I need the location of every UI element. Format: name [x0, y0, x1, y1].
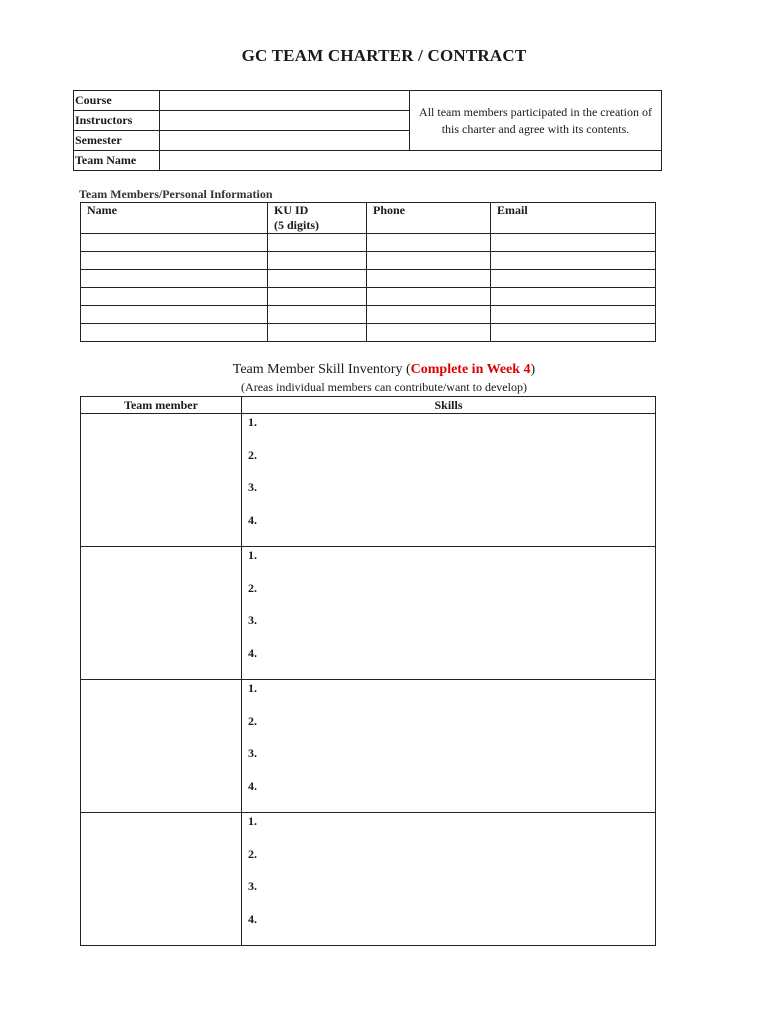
skill-item-number: 1.: [248, 548, 257, 562]
skill-row: [81, 547, 656, 680]
name-header: Name: [81, 203, 268, 234]
course-info-table: [73, 90, 662, 171]
member-email-cell[interactable]: [491, 252, 656, 270]
member-row: [81, 306, 656, 324]
member-name-cell[interactable]: [81, 324, 268, 342]
skill-item-number: 4.: [248, 645, 257, 660]
member-phone-cell[interactable]: [367, 324, 491, 342]
member-phone-cell[interactable]: [367, 270, 491, 288]
member-row: [81, 324, 656, 342]
skill-item-number: 2.: [248, 580, 257, 595]
team-name-field[interactable]: [160, 151, 662, 171]
skill-item-number: 4.: [248, 778, 257, 793]
skills-table: [80, 396, 656, 946]
member-name-cell[interactable]: [81, 234, 268, 252]
skill-item-number: 1.: [248, 681, 257, 695]
member-phone-cell[interactable]: [367, 234, 491, 252]
skill-item-number: 2.: [248, 713, 257, 728]
member-row: [81, 288, 656, 306]
skill-heading-suffix: ): [530, 362, 536, 377]
ku-id-header: [268, 203, 367, 234]
ku-id-header-line2: (5 digits): [274, 218, 319, 232]
member-ku-id-cell[interactable]: [268, 252, 367, 270]
skills-cell[interactable]: [242, 680, 656, 813]
member-name-cell[interactable]: [81, 252, 268, 270]
team-member-cell[interactable]: [81, 414, 242, 547]
member-phone-cell[interactable]: [367, 288, 491, 306]
member-ku-id-cell[interactable]: [268, 270, 367, 288]
member-email-cell[interactable]: [491, 306, 656, 324]
skill-item-number: 1.: [248, 814, 257, 828]
skills-cell[interactable]: [242, 813, 656, 946]
team-member-cell[interactable]: [81, 547, 242, 680]
members-table: [80, 202, 656, 342]
instructors-field[interactable]: [160, 111, 410, 131]
semester-label: Semester: [74, 131, 160, 151]
member-row: [81, 270, 656, 288]
email-header: Email: [491, 203, 656, 234]
skill-list: [242, 680, 655, 811]
semester-field[interactable]: [160, 131, 410, 151]
member-ku-id-cell[interactable]: [268, 234, 367, 252]
document-title: GC TEAM CHARTER / CONTRACT: [241, 46, 527, 65]
phone-header: Phone: [367, 203, 491, 234]
member-email-cell[interactable]: [491, 234, 656, 252]
agreement-note: All team members participated in the creation of this charter and agree with its contents.: [410, 91, 662, 151]
skill-heading-highlight: Complete in Week 4: [410, 362, 531, 377]
skill-inventory-heading: [0, 362, 768, 378]
instructors-label: Instructors: [74, 111, 160, 131]
member-name-cell[interactable]: [81, 270, 268, 288]
skill-inventory-subheading: (Areas individual members can contribute/want to develop): [241, 380, 527, 394]
skill-item-number: 3.: [248, 480, 257, 494]
team-member-cell[interactable]: [81, 813, 242, 946]
skill-item-number: 2.: [248, 447, 257, 462]
member-row: [81, 252, 656, 270]
skill-row: [81, 813, 656, 946]
course-label: Course: [74, 91, 160, 111]
team-member-cell[interactable]: [81, 680, 242, 813]
skill-item-number: 4.: [248, 911, 257, 926]
team-name-label: Team Name: [74, 151, 160, 171]
skill-item-number: 1.: [248, 415, 257, 429]
member-email-cell[interactable]: [491, 270, 656, 288]
skills-cell[interactable]: [242, 414, 656, 547]
member-email-cell[interactable]: [491, 288, 656, 306]
team-member-header: Team member: [81, 397, 242, 414]
skill-list: [242, 414, 655, 545]
skill-item-number: 3.: [248, 746, 257, 760]
skill-list: [242, 547, 655, 678]
member-email-cell[interactable]: [491, 324, 656, 342]
skill-row: [81, 680, 656, 813]
member-ku-id-cell[interactable]: [268, 306, 367, 324]
skill-list: [242, 813, 655, 944]
skill-item-number: 2.: [248, 846, 257, 861]
skill-row: [81, 414, 656, 547]
member-row: [81, 234, 656, 252]
skill-heading-prefix: Team Member Skill Inventory (: [232, 362, 411, 377]
skills-cell[interactable]: [242, 547, 656, 680]
member-name-cell[interactable]: [81, 306, 268, 324]
member-name-cell[interactable]: [81, 288, 268, 306]
skill-item-number: 3.: [248, 879, 257, 893]
member-phone-cell[interactable]: [367, 306, 491, 324]
skill-item-number: 4.: [248, 512, 257, 527]
member-ku-id-cell[interactable]: [268, 324, 367, 342]
skill-item-number: 3.: [248, 613, 257, 627]
members-section-label: Team Members/Personal Information: [79, 187, 273, 201]
member-phone-cell[interactable]: [367, 252, 491, 270]
member-ku-id-cell[interactable]: [268, 288, 367, 306]
ku-id-header-line1: KU ID: [274, 203, 309, 217]
course-field[interactable]: [160, 91, 410, 111]
skills-header: Skills: [242, 397, 656, 414]
